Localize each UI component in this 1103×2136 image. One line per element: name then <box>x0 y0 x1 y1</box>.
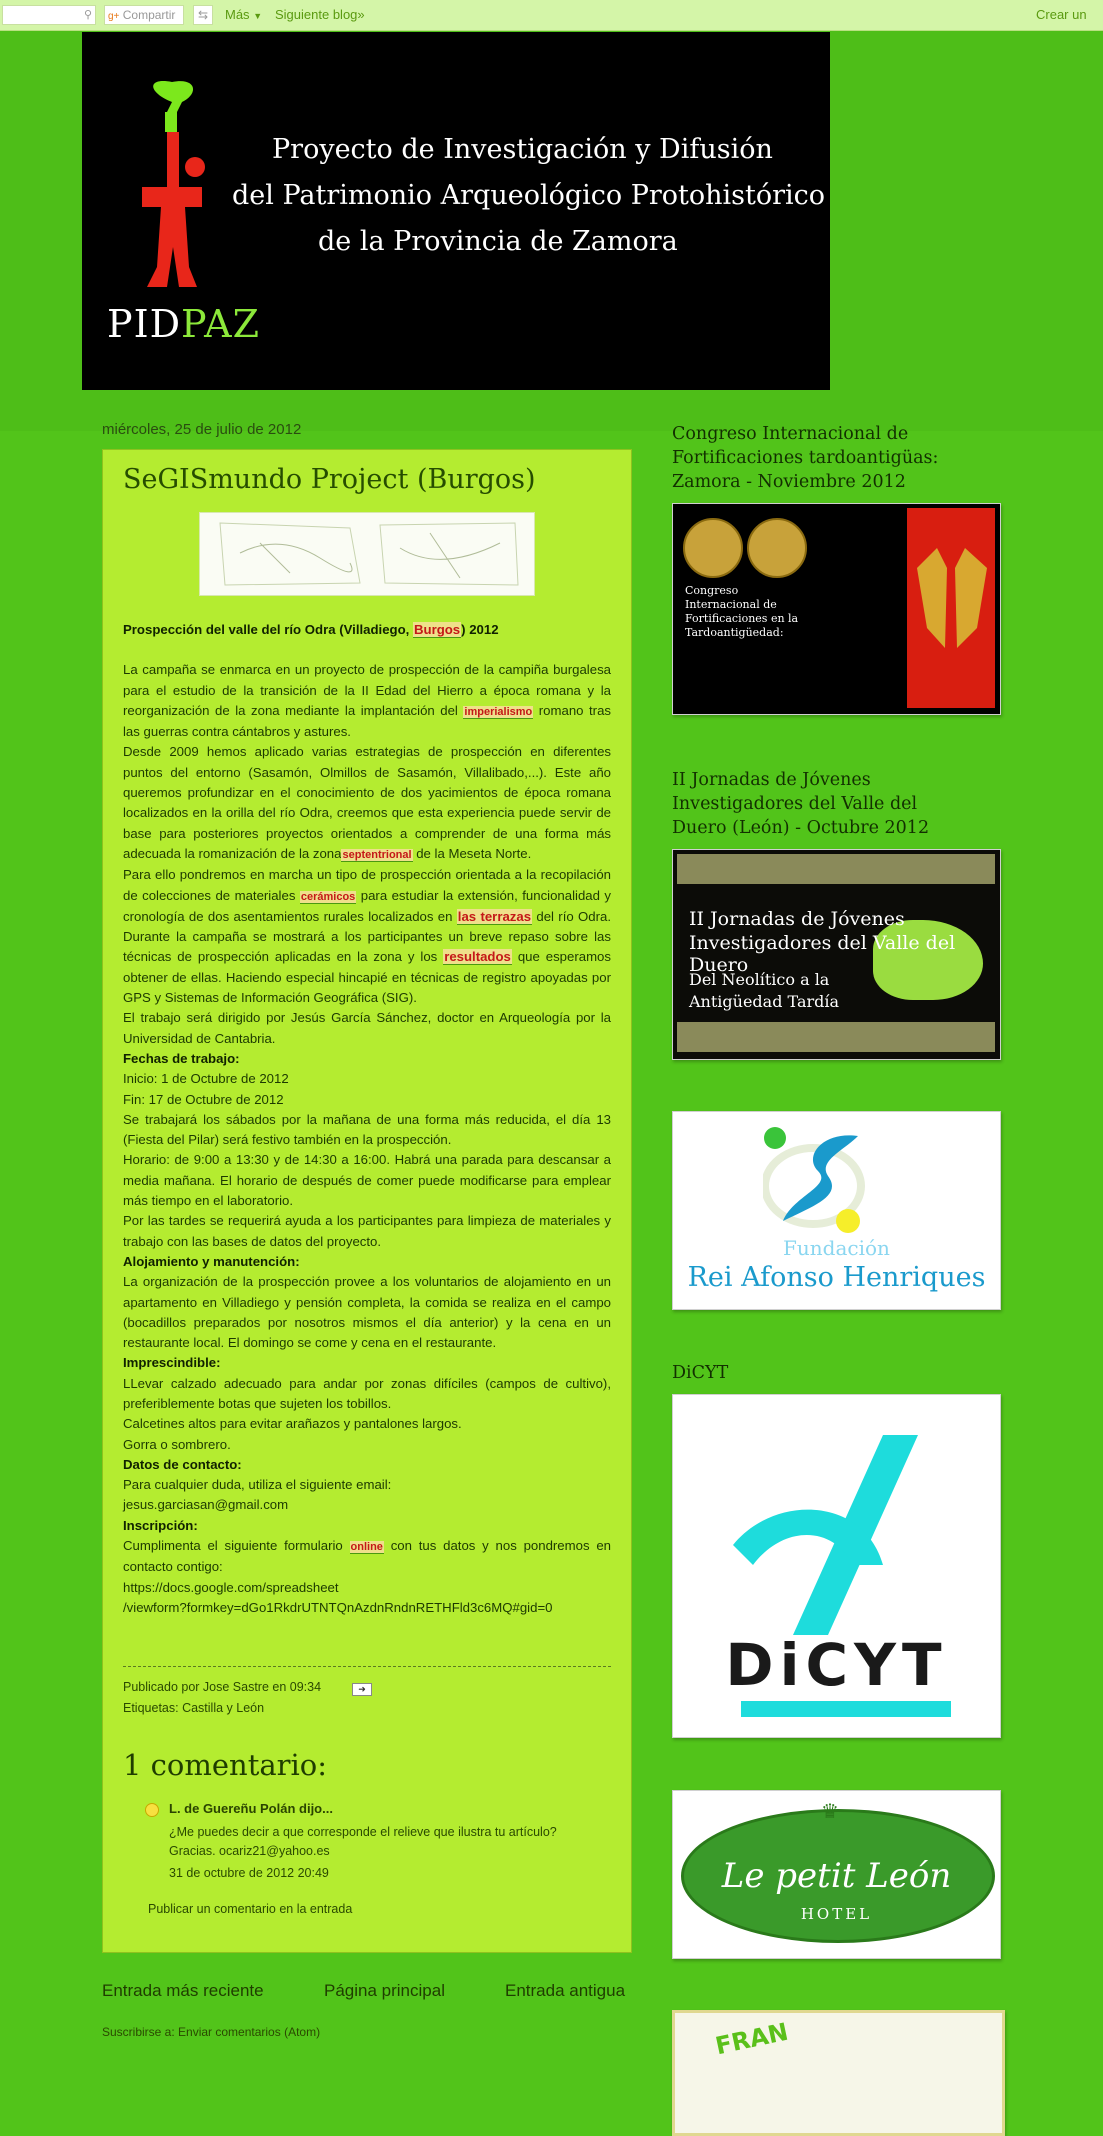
more-menu[interactable] <box>225 7 262 22</box>
heading-imprescindible-text: Imprescindible: <box>123 1355 221 1371</box>
heading-fechas <box>123 1049 611 1069</box>
form-url-line1: https://docs.google.com/spreadsheet <box>123 1579 339 1595</box>
jornadas-bottom-strip <box>677 1022 995 1052</box>
sidebar-hotel-logo[interactable] <box>672 1790 1001 1959</box>
sidebar-jornadas-poster[interactable] <box>672 849 1001 1060</box>
paragraph-8: La organización de la prospección provee a los voluntarios de alojamiento en un apartamento en Villadiego y pensión completa, la comida se realiza en el campo (bocadillos preparados por nosotros mismos el día anterior) y la cena en un restaurante local. El domingo se come y cena en el restaurante. <box>123 1274 611 1351</box>
end-date: Fin: 17 de Octubre de 2012 <box>123 1091 284 1107</box>
dicyt-underline <box>741 1701 951 1717</box>
header-brand <box>107 302 260 346</box>
older-post-link[interactable]: Entrada antigua <box>505 1981 626 2000</box>
blog-post <box>102 449 632 1953</box>
comments-title: 1 comentario: <box>123 1748 328 1782</box>
p13-text: Cumplimenta el siguiente formulario <box>123 1538 350 1554</box>
subtitle-text: Prospección del valle del río Odra (Villadiego, <box>123 622 413 637</box>
paragraph-4: El trabajo será dirigido por Jesús García Sánchez, doctor en Arqueología por la Universidad de Cantabria. <box>123 1010 611 1046</box>
post-author-meta: Publicado por Jose Sastre en 09:34 <box>123 1680 322 1694</box>
paragraph-11: Gorra o sombrero. <box>123 1436 231 1452</box>
home-link[interactable]: Página principal <box>324 1981 445 2000</box>
email-icon[interactable]: ➜ <box>352 1683 372 1696</box>
sidebar-congreso-poster[interactable] <box>672 503 1001 715</box>
fundacion-label: Fundación <box>783 1236 890 1260</box>
p3-text: Para ello pondremos en marcha un tipo de prospección orientada a la recopilación de colecciones de materiales <box>123 867 611 903</box>
blog-header-banner[interactable] <box>82 32 830 390</box>
post-comment-link[interactable]: Publicar un comentario en la entrada <box>148 1902 353 1916</box>
blogger-navbar <box>0 0 1103 31</box>
paragraph-6: Horario: de 9:00 a 13:30 y de 14:30 a 16:00. Habrá una parada para descansar a media mañana. El horario de después de comer puede modificarse para emplear más tiempo en el laboratorio. <box>123 1152 611 1209</box>
paragraph-5: Se trabajará los sábados por la mañana de una forma más reducida, el día 13 (Fiesta del Pilar) será festivo también en la prospección. <box>123 1111 611 1148</box>
congreso-poster-red-panel <box>907 508 995 708</box>
sidebar-title-jornadas: II Jornadas de Jóvenes Investigadores del Valle del Duero (León) - Octubre 2012 <box>672 770 930 838</box>
header-title-line1: Proyecto de Investigación y Difusión <box>272 134 773 165</box>
contact-email: jesus.garciasan@gmail.com <box>123 1497 289 1513</box>
brand-part-2: PAZ <box>181 302 260 346</box>
terrazas-link[interactable]: las terrazas <box>457 908 532 924</box>
crown-icon: ♛ <box>821 1801 839 1823</box>
eagle-fibula-icon <box>907 508 995 708</box>
paragraph-7: Por las tardes se requerirá ayuda a los participantes para limpieza de materiales y trabajo con las bases de datos del proyecto. <box>123 1213 611 1249</box>
paragraph-1 <box>123 660 611 742</box>
subscribe-feed[interactable]: Suscribirse a: Enviar comentarios (Atom) <box>102 2025 321 2039</box>
jornadas-line3: Del Neolítico a la <box>689 970 830 989</box>
post-subtitle <box>123 620 611 640</box>
commenter-avatar-icon <box>145 1803 159 1817</box>
paragraph-12: Para cualquier duda, utiliza el siguiente email: <box>123 1477 392 1493</box>
start-date: Inicio: 1 de Octubre de 2012 <box>123 1071 289 1087</box>
paragraph-3 <box>123 865 611 1008</box>
jornadas-line4: Antigüedad Tardía <box>689 992 840 1011</box>
burgos-link[interactable]: Burgos <box>413 622 461 637</box>
paragraph-10: Calcetines altos para evitar arañazos y pantalones largos. <box>123 1416 462 1432</box>
paragraph-13 <box>123 1536 611 1578</box>
paragraph-9: LLevar calzado adecuado para andar por zonas difíciles (campos de cultivo), preferiblemente botas que sujeten los tobillos. <box>123 1375 611 1411</box>
post-footer-divider <box>123 1666 611 1667</box>
heading-inscripcion <box>123 1516 611 1536</box>
share-button[interactable] <box>104 5 184 25</box>
p1-text: La campaña se enmarca en un proyecto de prospección de la campiña burgalesa para el estudio de la transición de la II Edad del Hierro a época romana y la reorganización de la zona mediante la implantación del <box>123 662 611 718</box>
fundacion-name: Rei Afonso Henriques <box>687 1262 986 1293</box>
congreso-poster-text: Congreso Internacional de Fortificaciones en la Tardoantigüedad: <box>685 584 799 639</box>
paragraph-2 <box>123 742 611 865</box>
search-icon[interactable]: ⚲ <box>83 9 92 21</box>
coin-icon <box>747 518 807 578</box>
sidebar-title-congreso: Congreso Internacional de Fortificaciones tardoantigüas: Zamora - Noviembre 2012 <box>672 424 939 492</box>
heading-fechas-text: Fechas de trabajo: <box>123 1050 240 1066</box>
fundacion-logo-icon <box>763 1126 873 1246</box>
ceramicos-link[interactable]: cerámicos <box>300 890 356 903</box>
header-title-line3: de la Provincia de Zamora <box>318 226 678 257</box>
relief-sketch-image <box>200 513 534 595</box>
comment-text: ¿Me puedes decir a que corresponde el relieve que ilustra tu artículo? Gracias. ocariz21@yahoo.es <box>169 1825 557 1858</box>
post-title[interactable]: SeGISmundo Project (Burgos) <box>123 464 536 495</box>
jornadas-line2: Investigadores del Valle del Duero <box>689 932 956 976</box>
online-form-link[interactable]: online <box>350 1541 383 1554</box>
more-label: Más <box>225 7 250 22</box>
jornadas-top-strip <box>677 854 995 884</box>
jornadas-line1: II Jornadas de Jóvenes <box>689 908 905 930</box>
p2-text: Desde 2009 hemos aplicado varias estrategias de prospección en diferentes puntos del entorno (Sasamón, Olmillos de Sasamón, Villalibado,...). Este año queremos profundizar en el conocimiento de dos yacimientos de época romana localizados en la orilla del río Odra, creemos que esta experiencia puede servir de base para posteriores proyectos orientados a comprender de una forma más adecuada la romanización de la zona <box>123 744 611 861</box>
subtitle-year: ) 2012 <box>461 622 499 637</box>
brand-part-1: PID <box>107 302 182 346</box>
p3-text-b: para estudiar la extensión, funcionalidad y cronología de dos asentamientos rurales localizados en <box>123 887 611 924</box>
figure-logo-icon <box>127 72 217 302</box>
form-url-line2: /viewform?formkey=dGo1RkdrUTNTQnAzdnRndnRETHFld3c6MQ#gid=0 <box>123 1599 553 1615</box>
share-more-button[interactable] <box>193 5 213 25</box>
navbar-search-input[interactable] <box>2 5 96 25</box>
p13-text-end: con tus datos y nos pondremos en contacto contigo: <box>123 1538 612 1575</box>
p3-text-c: del río Odra. Durante la campaña se mostrará a los participantes un breve repaso sobre las técnicas de prospección aplicadas en la zona y los <box>123 908 611 965</box>
dicyt-logo-icon <box>733 1435 943 1635</box>
heading-alojamiento <box>123 1252 611 1272</box>
share-icon: g+ <box>108 11 120 22</box>
dicyt-word: DiCYT <box>725 1631 948 1699</box>
p1-text-end: romano tras las guerras contra cántabros y astures. <box>123 702 611 740</box>
sidebar-title-dicyt: DiCYT <box>672 1363 729 1383</box>
comment-date[interactable]: 31 de octubre de 2012 20:49 <box>169 1866 329 1880</box>
chevron-down-icon: ▼ <box>253 11 263 21</box>
heading-inscripcion-text: Inscripción: <box>123 1517 198 1533</box>
create-blog-link[interactable]: Crear un <box>1036 7 1087 22</box>
hotel-name: Le petit León <box>721 1856 952 1896</box>
post-body <box>123 620 611 1618</box>
coin-icon <box>683 518 743 578</box>
hotel-label: HOTEL <box>800 1905 873 1923</box>
sidebar-fran-banner[interactable] <box>672 2010 1005 2136</box>
comment-author[interactable]: L. de Guereñu Polán dijo... <box>169 1801 333 1816</box>
post-labels[interactable]: Etiquetas: Castilla y León <box>123 1701 265 1715</box>
p2-text-end: de la Meseta Norte. <box>412 845 532 861</box>
heading-contacto <box>123 1455 611 1475</box>
post-image[interactable] <box>199 512 535 596</box>
next-blog-link[interactable]: Siguiente blog» <box>275 7 365 22</box>
resultados-link[interactable]: resultados <box>444 949 511 965</box>
sidebar-fundacion-logo[interactable] <box>672 1111 1001 1310</box>
imperialismo-link[interactable]: imperialismo <box>464 705 533 718</box>
post-date: miércoles, 25 de julio de 2012 <box>102 421 302 438</box>
heading-contacto-text: Datos de contacto: <box>123 1456 242 1472</box>
share-label: Compartir <box>122 8 176 22</box>
fran-word: FRAN <box>712 2017 791 2061</box>
header-title-line2: del Patrimonio Arqueológico Protohistórico <box>232 180 826 211</box>
septentrional-link[interactable]: septentrional <box>342 848 412 861</box>
newer-post-link[interactable]: Entrada más reciente <box>102 1981 264 2000</box>
heading-imprescindible <box>123 1353 611 1373</box>
heading-alojamiento-text: Alojamiento y manutención: <box>123 1253 300 1269</box>
sidebar-dicyt-logo[interactable] <box>672 1394 1001 1738</box>
share-more-icon: ⇆ <box>197 8 209 22</box>
p3-text-d: que esperamos obtener de ellas. Haciendo especial hincapié en técnicas de registro apoyadas por GPS y Sistemas de Información Geográfica (SIG). <box>123 949 611 1006</box>
